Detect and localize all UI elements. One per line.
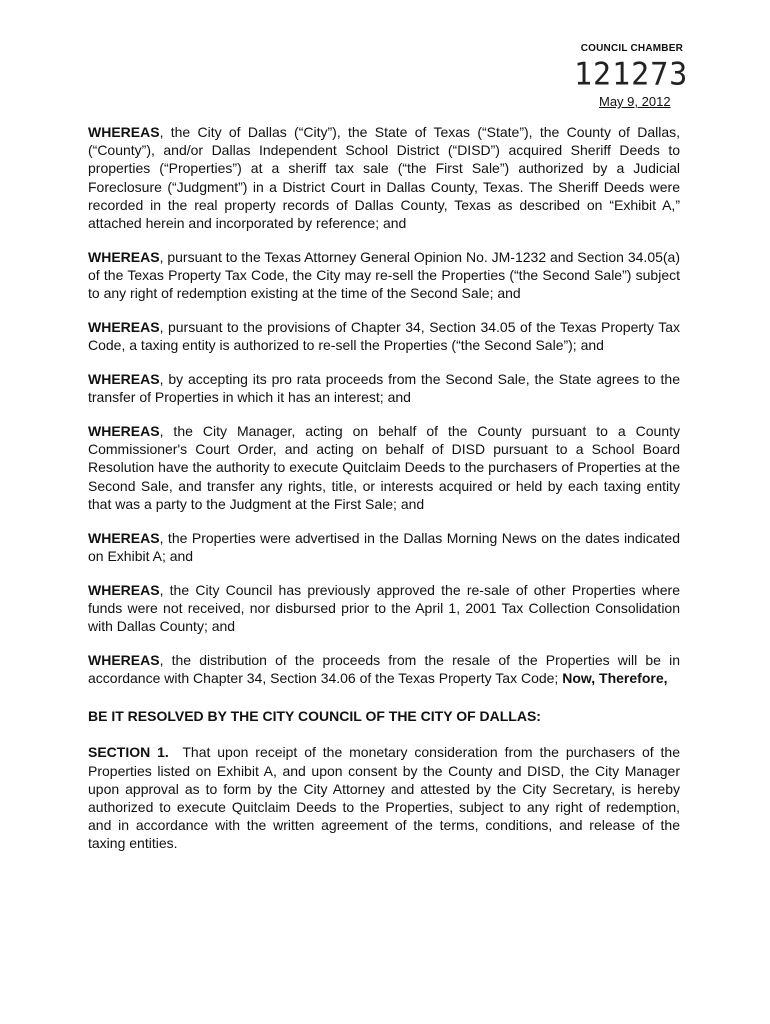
whereas-paragraph <box>88 529 680 565</box>
whereas-keyword: WHEREAS <box>88 651 160 668</box>
resolution-body <box>88 123 684 868</box>
whereas-paragraph <box>88 370 680 406</box>
whereas-text: , the distribution of the proceeds from the resale of the Properties will be in accordance with Chapter 34, Section 34.06 of the Texas Property Tax Code; <box>88 651 680 687</box>
whereas-text: , the City of Dallas (“City”), the State of Texas (“State”), the County of Dallas, (“County”), and/or Dallas Independent School District (“DISD”) acquired Sheriff Deeds to properties (“Properties”) at a sheriff tax sale (“the First Sale”) authorized by a Judicial Foreclosure (“Judgment”) in a District Court in Dallas County, Texas. The Sheriff Deeds were recorded in the real property records of Dallas County, Texas as described on “Exhibit A,” attached herein and incorporated by reference; and <box>88 124 680 232</box>
resolution-number-stamp: 121273 <box>574 56 689 93</box>
whereas-text: , the City Manager, acting on behalf of the County pursuant to a County Commissioner's Court Order, and acting on behalf of DISD pursuant to a School Board Resolution have the authority to execute Quitclaim Deeds to the purchasers of Properties at the Second Sale, and transfer any rights, title, or interests acquired or held by each taxing entity that was a party to the Judgment at the First Sale; and <box>88 423 680 512</box>
whereas-paragraph <box>88 318 680 354</box>
council-chamber-label: COUNCIL CHAMBER <box>580 43 683 54</box>
whereas-paragraph <box>88 123 680 232</box>
whereas-text: , by accepting its pro rata proceeds from the Second Sale, the State agrees to the transfer of Properties in which it has an interest; and <box>88 371 680 406</box>
section-text: That upon receipt of the monetary consideration from the purchasers of the Properties listed on Exhibit A, and upon consent by the County and DISD, the City Manager upon approval as to form by the City Attorney and attested by the City Secretary, is hereby authorized to execute Quitclaim Deeds to the Properties, subject to any right of redemption, and in accordance with the written agreement of the terms, conditions, and release of the taxing entities. <box>88 744 684 852</box>
whereas-paragraph <box>88 581 680 636</box>
whereas-paragraph <box>88 422 680 513</box>
whereas-text: , the City Council has previously approved the re-sale of other Properties where funds were not received, nor disbursed prior to the April 1, 2001 Tax Collection Consolidation with Dallas County; and <box>88 581 680 635</box>
whereas-keyword: WHEREAS <box>88 529 160 546</box>
resolved-heading: BE IT RESOLVED BY THE CITY COUNCIL OF THE CITY OF DALLAS: <box>88 708 541 725</box>
final-whereas-paragraph <box>88 651 680 687</box>
section-1-paragraph <box>88 743 684 852</box>
whereas-keyword: WHEREAS <box>88 581 160 598</box>
whereas-keyword: WHEREAS <box>88 124 160 140</box>
whereas-keyword: WHEREAS <box>88 371 160 388</box>
whereas-paragraph <box>88 248 680 303</box>
section-label: SECTION 1. <box>88 744 169 761</box>
whereas-text: , pursuant to the provisions of Chapter 34, Section 34.05 of the Texas Property Tax Code, a taxing entity is authorized to re-sell the Properties (“the Second Sale”); and <box>88 319 680 354</box>
now-therefore-phrase: Now, Therefore, <box>562 670 668 687</box>
whereas-text: , the Properties were advertised in the Dallas Morning News on the dates indicated on Exhibit A; and <box>88 529 680 564</box>
whereas-text: , pursuant to the Texas Attorney General Opinion No. JM-1232 and Section 34.05(a) of the Texas Property Tax Code, the City may re-sell the Properties (“the Second Sale”) subject to any right of redemption existing at the time of the Second Sale; and <box>88 248 680 302</box>
whereas-keyword: WHEREAS <box>88 319 160 336</box>
whereas-keyword: WHEREAS <box>88 248 160 265</box>
whereas-keyword: WHEREAS <box>88 423 160 440</box>
document-date: May 9, 2012 <box>599 94 671 109</box>
